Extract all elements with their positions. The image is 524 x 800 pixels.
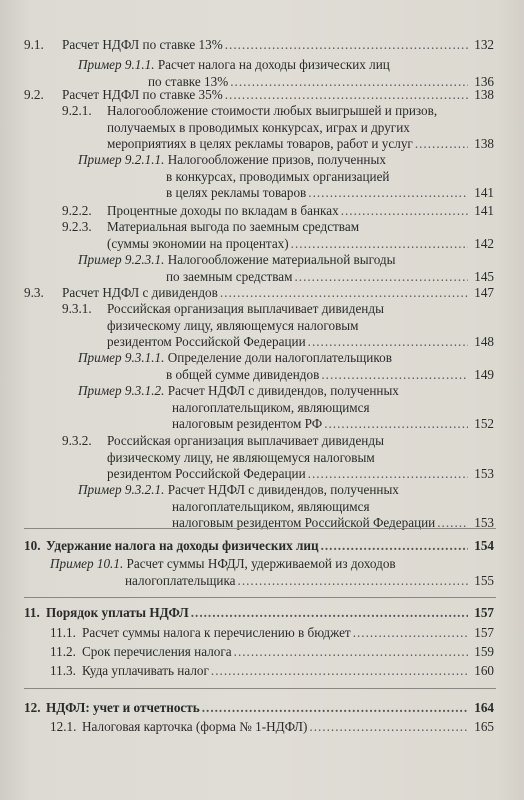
toc-entry-9-2-2 bbox=[62, 203, 494, 220]
leader-dots bbox=[220, 285, 468, 302]
page-number: 153 bbox=[474, 515, 494, 531]
toc-entry-11-1 bbox=[50, 625, 494, 642]
leader-dots bbox=[202, 700, 468, 717]
leader-dots bbox=[294, 269, 468, 286]
toc-example-9-1-1 bbox=[78, 57, 494, 90]
example-label: Пример 9.1.1. bbox=[78, 57, 155, 72]
page-number: 160 bbox=[474, 663, 494, 678]
example-title-line: Налогообложение призов, полученных bbox=[167, 152, 386, 167]
page-number: 145 bbox=[474, 268, 494, 284]
example-label: Пример 10.1. bbox=[50, 556, 124, 571]
example-title-line: налоговым резидентом РФ bbox=[172, 416, 323, 432]
page-number: 153 bbox=[474, 466, 494, 482]
section-number: 9.2. bbox=[24, 87, 44, 102]
section-title-line: Российская организация выплачивает дивиденды bbox=[107, 433, 384, 448]
section-title: Куда уплачивать налог bbox=[82, 663, 209, 678]
toc-entry-9-2-1 bbox=[62, 103, 494, 153]
toc-entry-9-3 bbox=[24, 285, 494, 302]
leader-dots bbox=[324, 416, 468, 433]
leader-dots bbox=[234, 644, 468, 661]
chapter-number: 12. bbox=[24, 700, 41, 715]
toc-entry-12-1 bbox=[50, 719, 494, 736]
section-number: 9.3.1. bbox=[62, 301, 92, 316]
chapter-title: Порядок уплаты НДФЛ bbox=[46, 605, 189, 620]
section-title-line: физическому лицу, являющемуся налоговым bbox=[107, 317, 359, 333]
section-number: 9.1. bbox=[24, 37, 44, 52]
section-divider bbox=[24, 688, 496, 689]
page-number: 155 bbox=[474, 572, 494, 588]
section-title: Расчет НДФЛ по ставке 13% bbox=[62, 37, 223, 52]
leader-dots bbox=[238, 573, 468, 590]
section-title-line: Российская организация выплачивает дивиденды bbox=[107, 301, 384, 316]
chapter-title: Удержание налога на доходы физических лиц bbox=[46, 538, 319, 553]
page-number: 142 bbox=[474, 235, 494, 251]
section-number: 11.3. bbox=[50, 663, 76, 678]
leader-dots bbox=[191, 605, 468, 622]
leader-dots bbox=[321, 367, 468, 384]
toc-entry-11-3 bbox=[50, 663, 494, 680]
toc-entry-9-2-3 bbox=[62, 219, 494, 252]
toc-entry-9-1 bbox=[24, 37, 494, 54]
leader-dots bbox=[211, 663, 468, 680]
section-title: Срок перечисления налога bbox=[82, 644, 232, 659]
section-number: 9.2.1. bbox=[62, 103, 92, 118]
page-number: 141 bbox=[474, 185, 494, 201]
example-title-line: в общей сумме дивидендов bbox=[166, 366, 320, 382]
page-number: 159 bbox=[474, 644, 494, 659]
section-title-line: мероприятиях в целях рекламы товаров, работ и услуг bbox=[107, 136, 413, 152]
toc-chapter-12 bbox=[24, 700, 494, 717]
example-title-line: Расчет НДФЛ с дивидендов, полученных bbox=[167, 482, 399, 497]
chapter-number: 10. bbox=[24, 538, 41, 553]
example-title-line: по ставке 13% bbox=[148, 73, 229, 89]
example-title-line: по заемным средствам bbox=[166, 268, 293, 284]
section-title: Расчет НДФЛ по ставке 35% bbox=[62, 87, 223, 102]
toc-entry-9-3-1 bbox=[62, 301, 494, 351]
toc-chapter-10 bbox=[24, 538, 494, 555]
example-title-line: в конкурсах, проводимых организацией bbox=[166, 168, 390, 184]
leader-dots bbox=[308, 334, 468, 351]
page-number: 154 bbox=[474, 538, 494, 553]
example-label: Пример 9.3.1.1. bbox=[78, 350, 165, 365]
page-number: 132 bbox=[474, 37, 494, 52]
leader-dots bbox=[341, 203, 468, 220]
page-number: 157 bbox=[474, 605, 494, 620]
leader-dots bbox=[308, 466, 468, 483]
example-title-line: налогоплательщиком, являющимся bbox=[172, 399, 370, 415]
section-number: 9.2.3. bbox=[62, 219, 92, 234]
example-title-line: в целях рекламы товаров bbox=[166, 185, 307, 201]
section-title-line: получаемых в проводимых конкурсах, играх и других bbox=[107, 119, 410, 135]
page-number: 148 bbox=[474, 334, 494, 350]
example-title-line: Определение доли налогоплательщиков bbox=[167, 350, 392, 365]
section-number: 9.3. bbox=[24, 285, 44, 300]
chapter-number: 11. bbox=[24, 605, 40, 620]
example-title-line: Расчет НДФЛ с дивидендов, полученных bbox=[167, 383, 399, 398]
example-label: Пример 9.2.3.1. bbox=[78, 252, 165, 267]
example-title-line: налогоплательщика bbox=[125, 572, 236, 588]
toc-example-9-3-2-1 bbox=[78, 482, 494, 532]
section-divider bbox=[24, 597, 496, 598]
section-title-line: Материальная выгода по заемным средствам bbox=[107, 219, 360, 234]
section-title-line: резидентом Российской Федерации bbox=[107, 466, 306, 482]
section-title: Процентные доходы по вкладам в банках bbox=[107, 203, 339, 218]
toc-example-10-1 bbox=[50, 556, 494, 589]
toc-example-9-3-1-2 bbox=[78, 383, 494, 433]
example-label: Пример 9.3.2.1. bbox=[78, 482, 165, 497]
example-title-line: Налогообложение материальной выгоды bbox=[167, 252, 396, 267]
page-number: 157 bbox=[474, 625, 494, 640]
toc-example-9-2-3-1 bbox=[78, 252, 494, 285]
section-number: 12.1. bbox=[50, 719, 77, 734]
section-number: 9.2.2. bbox=[62, 203, 92, 218]
section-title-line: резидентом Российской Федерации bbox=[107, 334, 306, 350]
chapter-title: НДФЛ: учет и отчетность bbox=[46, 700, 200, 715]
leader-dots bbox=[225, 37, 468, 54]
leader-dots bbox=[321, 538, 468, 555]
page-number: 141 bbox=[474, 203, 494, 218]
toc-example-9-3-1-1 bbox=[78, 350, 494, 383]
section-divider bbox=[24, 528, 496, 529]
leader-dots bbox=[353, 625, 468, 642]
example-label: Пример 9.3.1.2. bbox=[78, 383, 165, 398]
page-number: 164 bbox=[474, 700, 494, 715]
example-label: Пример 9.2.1.1. bbox=[78, 152, 165, 167]
leader-dots bbox=[415, 136, 468, 153]
leader-dots bbox=[291, 236, 468, 253]
section-number: 9.3.2. bbox=[62, 433, 92, 448]
example-title-line: Расчет налога на доходы физических лиц bbox=[157, 57, 390, 72]
example-title-line: налоговым резидентом Российской Федерации bbox=[172, 515, 436, 531]
page-number: 138 bbox=[474, 87, 494, 102]
page-number: 138 bbox=[474, 136, 494, 152]
example-title-line: Расчет суммы НФДЛ, удерживаемой из доходов bbox=[126, 556, 396, 571]
section-title-line: (суммы экономии на процентах) bbox=[107, 235, 289, 251]
section-number: 11.2. bbox=[50, 644, 76, 659]
section-title: Расчет НДФЛ с дивидендов bbox=[62, 285, 218, 300]
example-title-line: налогоплательщиком, являющимся bbox=[172, 498, 370, 514]
section-title: Расчет суммы налога к перечислению в бюджет bbox=[82, 625, 351, 640]
section-title-line: физическому лицу, не являющемуся налоговым bbox=[107, 449, 375, 465]
section-title: Налоговая карточка (форма № 1-НДФЛ) bbox=[82, 719, 308, 734]
leader-dots bbox=[225, 87, 468, 104]
leader-dots bbox=[309, 719, 468, 736]
leader-dots bbox=[437, 515, 468, 532]
page-number: 165 bbox=[474, 719, 494, 734]
page-number: 149 bbox=[474, 366, 494, 382]
page-number: 147 bbox=[474, 285, 494, 300]
section-title-line: Налогообложение стоимости любых выигрышей и призов, bbox=[107, 103, 438, 118]
page-number: 152 bbox=[474, 416, 494, 432]
toc-entry-11-2 bbox=[50, 644, 494, 661]
toc-chapter-11 bbox=[24, 605, 494, 622]
leader-dots bbox=[308, 185, 468, 202]
toc-entry-9-2 bbox=[24, 87, 494, 104]
section-number: 11.1. bbox=[50, 625, 76, 640]
page-number: 136 bbox=[474, 73, 494, 89]
toc-entry-9-3-2 bbox=[62, 433, 494, 483]
toc-example-9-2-1-1 bbox=[78, 152, 494, 202]
